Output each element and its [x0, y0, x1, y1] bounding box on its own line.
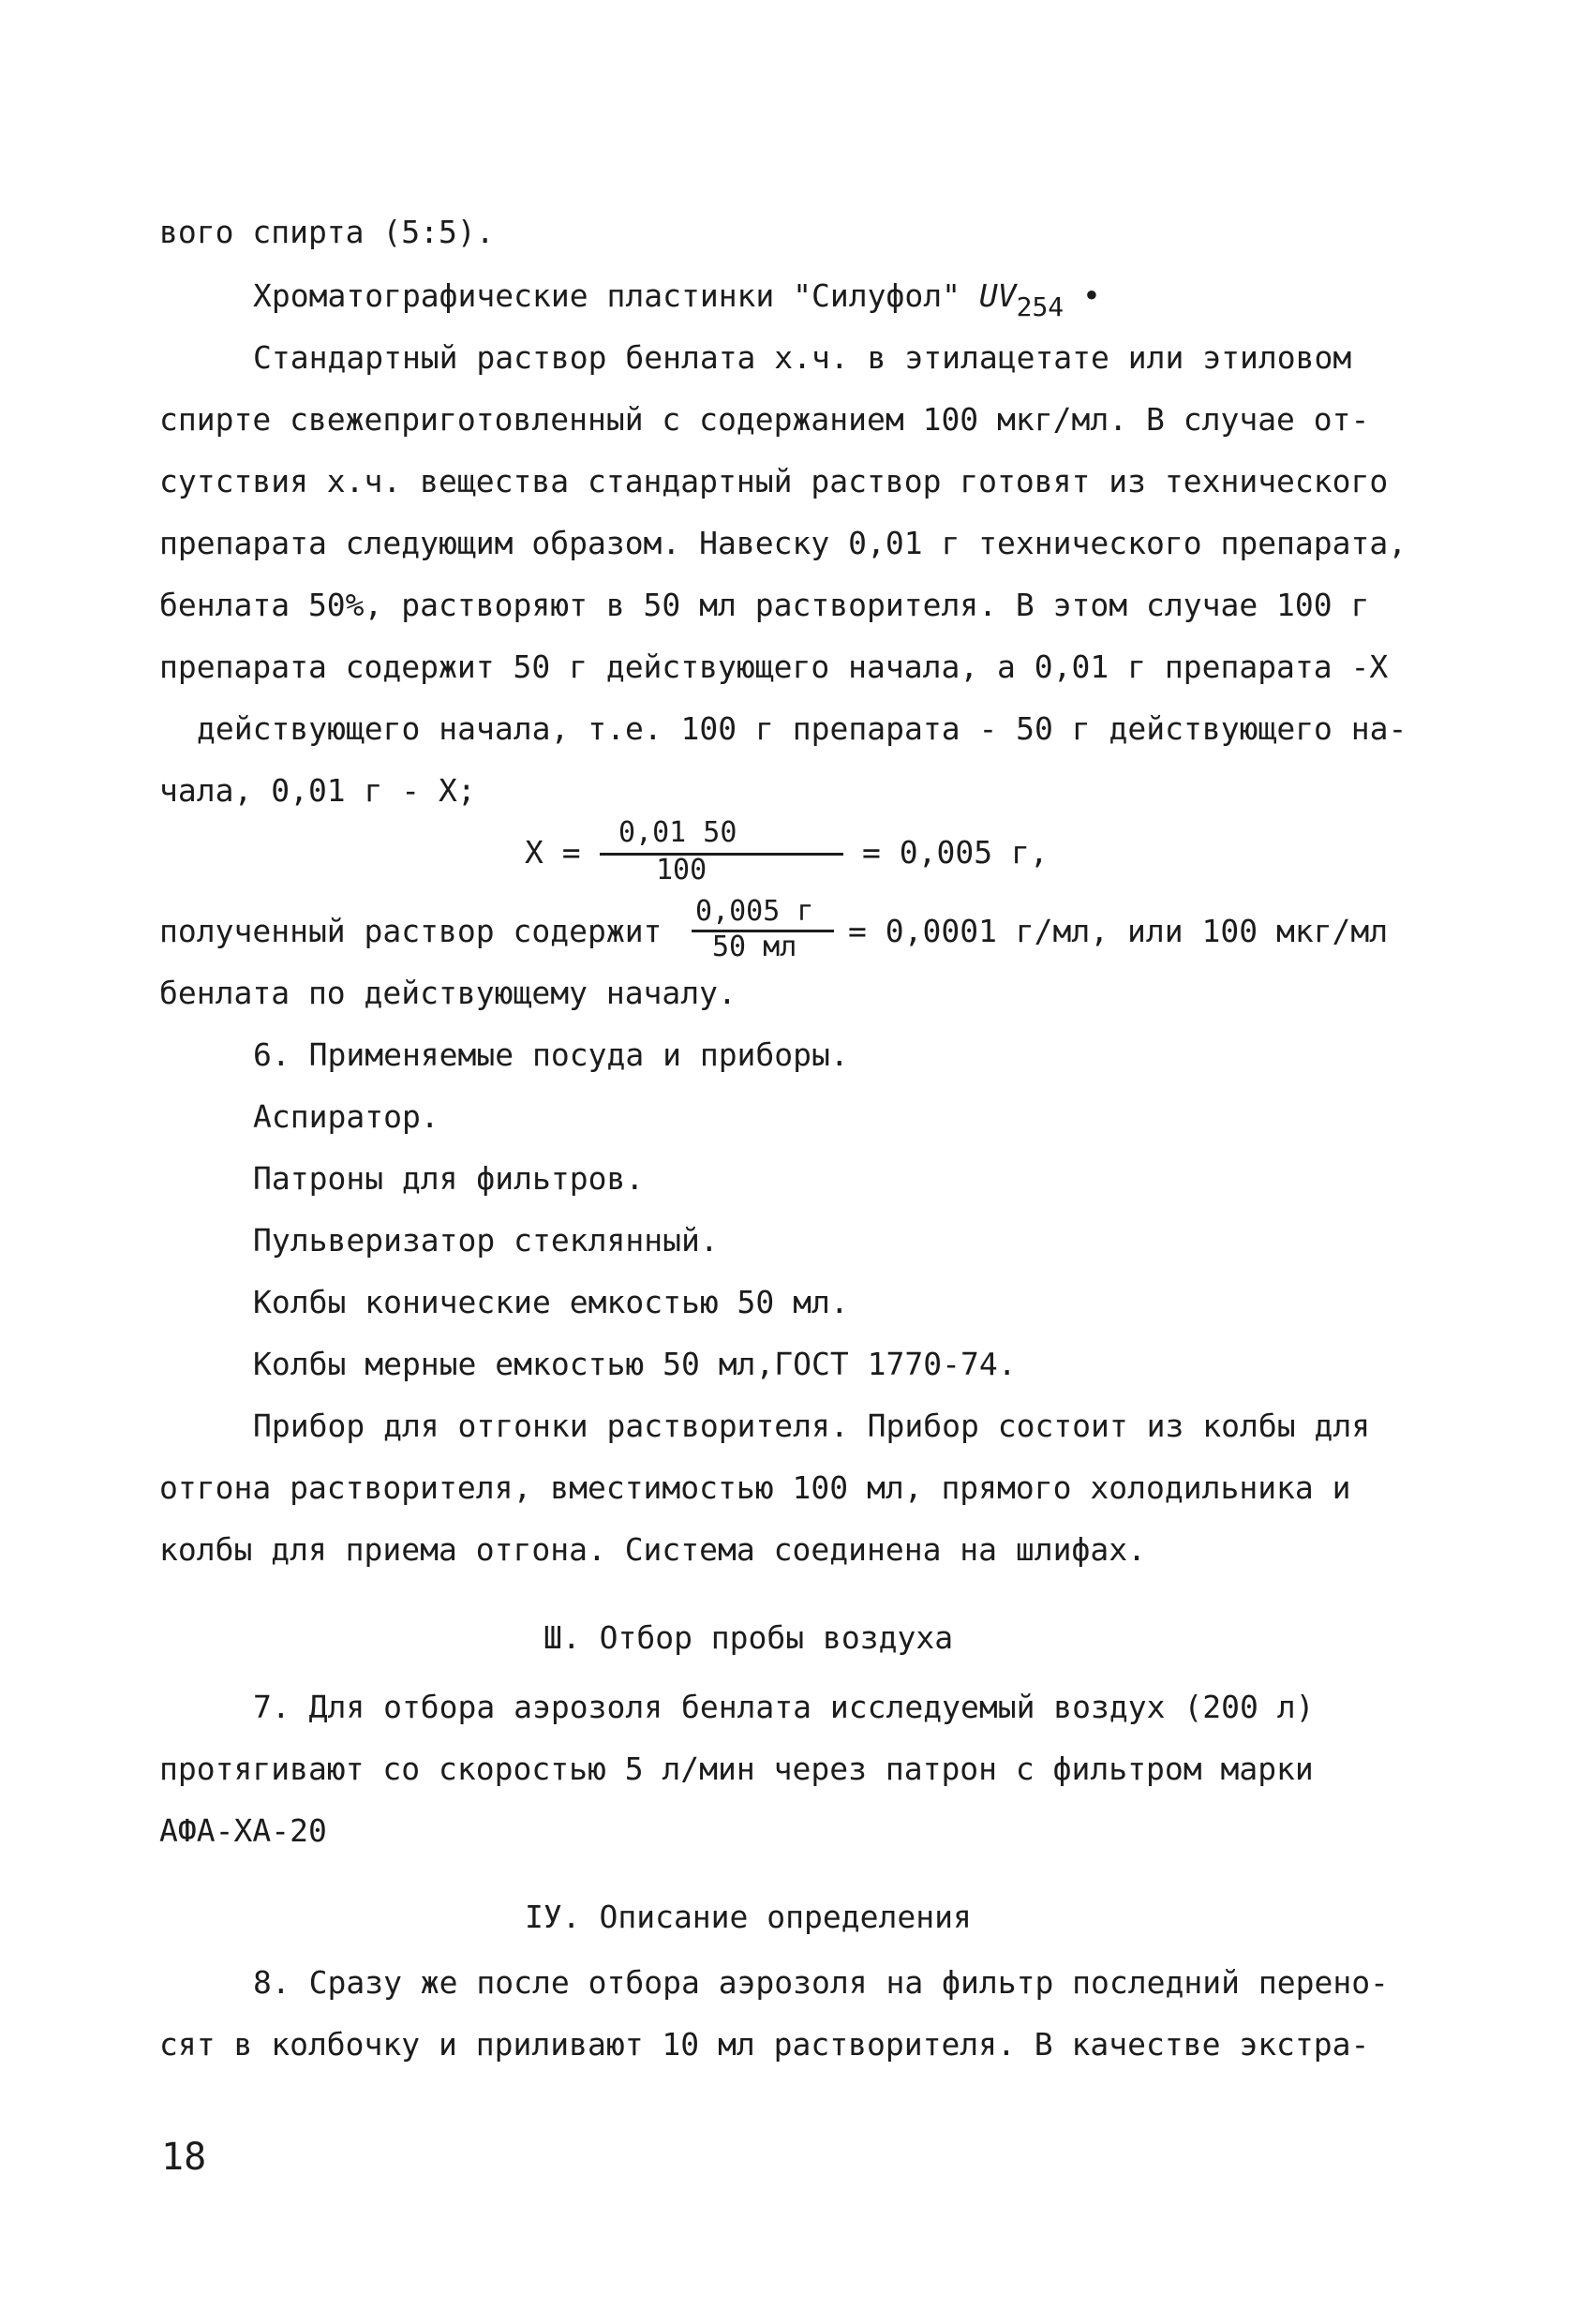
text-line: Прибор для отгонки растворителя. Прибор состоит из колбы для: [253, 1408, 1371, 1444]
text-segment: Хроматографические пластинки "Силуфол": [253, 277, 979, 314]
formula-lhs: X =: [525, 834, 581, 871]
formula-rhs: = 0,0001 г/мл, или 100 мкг/мл: [848, 913, 1389, 949]
list-item: Пульверизатор стеклянный.: [253, 1222, 719, 1259]
text-line: сят в колбочку и приливают 10 мл растворителя. В качестве экстра-: [159, 2026, 1370, 2063]
fraction-bar: [600, 853, 843, 856]
text-line: Стандартный раствор бенлата х.ч. в этилацетате или этиловом: [253, 339, 1352, 376]
page-number: 18: [161, 2136, 207, 2179]
list-item: Патроны для фильтров.: [253, 1160, 645, 1197]
text-line: препарата содержит 50 г действующего начала, а 0,01 г препарата -X: [159, 648, 1389, 685]
text-line-chromatographic-plates: [253, 276, 1101, 322]
text-line: вого спирта (5:5).: [159, 214, 495, 250]
text-line: 7. Для отбора аэрозоля бенлата исследуемый воздух (200 л): [253, 1689, 1315, 1725]
list-item: Аспиратор.: [253, 1098, 439, 1135]
section-heading-air-sampling: Ш. Отбор пробы воздуха: [543, 1619, 954, 1656]
list-item: Колбы конические емкостью 50 мл.: [253, 1284, 849, 1320]
text-line: действующего начала, т.е. 100 г препарата - 50 г действующего на-: [197, 710, 1407, 747]
formula-lead: полученный раствор содержит: [159, 913, 663, 949]
formula-rhs: = 0,005 г,: [862, 834, 1049, 871]
text-line: чала, 0,01 г - X;: [159, 772, 476, 809]
list-item: Колбы мерные емкостью 50 мл,ГОСТ 1770-74.: [253, 1346, 1017, 1382]
text-line: бенлата по действующему началу.: [159, 975, 737, 1011]
text-line: 8. Сразу же после отбора аэрозоля на фильтр последний перено-: [253, 1964, 1389, 2001]
text-line: колбы для приема отгона. Система соединена на шлифах.: [159, 1531, 1146, 1568]
text-line: сутствия х.ч. вещества стандартный раствор готовят из технического: [159, 463, 1389, 499]
text-line: отгона растворителя, вместимостью 100 мл, прямого холодильника и: [159, 1469, 1351, 1506]
section-heading-determination: IУ. Описание определения: [525, 1899, 972, 1935]
section-item-6: 6. Применяемые посуда и приборы.: [253, 1036, 849, 1073]
handwritten-uv: UV: [978, 277, 1017, 314]
formula-numerator: 0,005 г: [695, 895, 814, 928]
text-line: протягивают со скоростью 5 л/мин через патрон с фильтром марки: [159, 1750, 1314, 1787]
formula-numerator: 0,01 50: [618, 816, 737, 849]
text-line: спирте свежеприготовленный с содержанием 100 мкг/мл. В случае от-: [159, 401, 1370, 438]
text-line: бенлата 50%, растворяют в 50 мл растворителя. В этом случае 100 г: [159, 587, 1370, 623]
bullet: •: [1064, 277, 1101, 314]
formula-denominator: 50 мл: [712, 931, 797, 963]
text-line: препарата следующим образом. Навеску 0,01 г технического препарата,: [159, 525, 1407, 561]
subscript-254: 254: [1016, 291, 1064, 322]
formula-denominator: 100: [656, 854, 707, 886]
text-line: АФА-ХА-20: [159, 1812, 327, 1849]
